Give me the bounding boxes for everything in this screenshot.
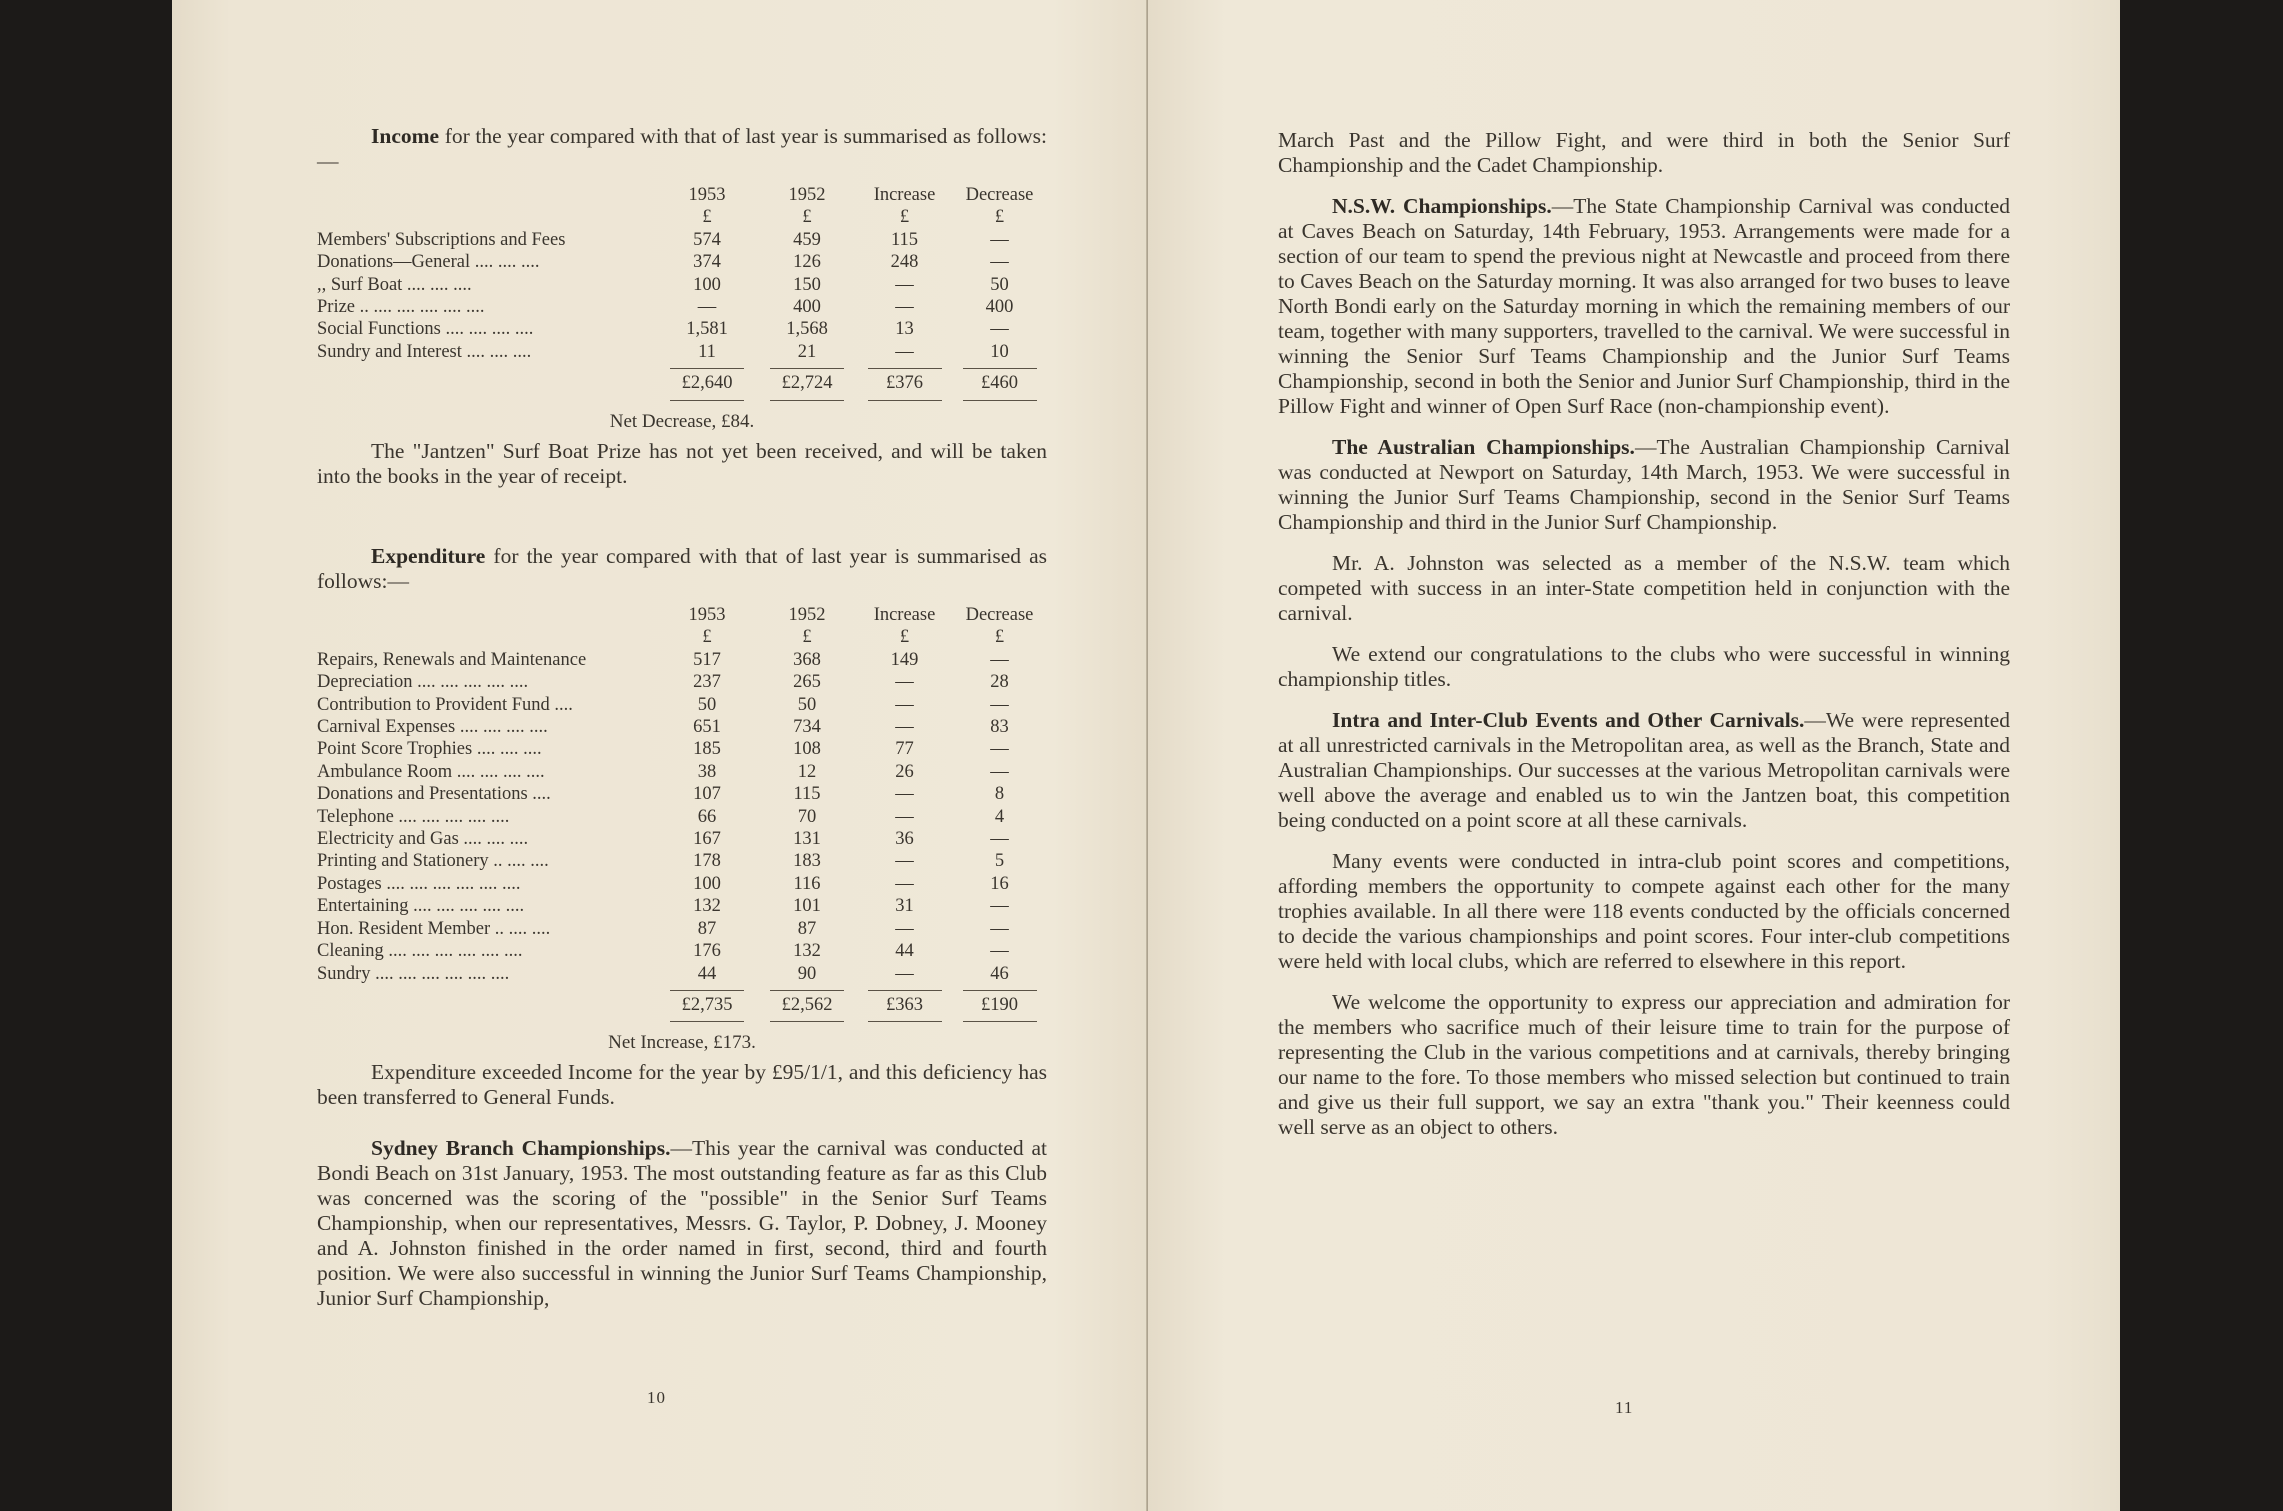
row-value: 248 — [890, 252, 919, 273]
row-value: 16 — [990, 873, 1009, 894]
row-value: — — [895, 341, 914, 362]
row-value: — — [895, 806, 914, 827]
nsw-text: —The State Championship Carnival was conducted at Caves Beach on Saturday, 14th February, 1953. Arrangements were made for a section of our team to spend the previous night at Newcastle and proceed from there to Caves Beach on the Saturday morning. It was also arranged for two buses to leave North Bondi early on the Saturday morning in which the remaining members of our team, together with many supporters, travelled to the carnival. We were successful in winning the Senior Surf Teams Championship and the Junior Surf Teams Championship, second in both the Senior and Junior Surf Championship, third in the Pillow Fight and winner of Open Surf Race (non-championship event). — [1278, 194, 2010, 418]
deficiency-note — [317, 1060, 1047, 1110]
intra-club-heading: Intra and Inter-Club Events and Other Carnivals. — [1332, 708, 1805, 732]
row-value: — — [895, 297, 914, 318]
australian-text: —The Australian Championship Carnival was conducted at Newport on Saturday, 14th March, 1953. We were successful in winning the Junior Surf Teams Championship, second in the Senior Surf Teams Championship and third in the Junior Surf Championship. — [1278, 435, 2010, 534]
intra-club-text: —We were represented at all unrestricted carnivals in the Metropolitan area, as well as the Branch, State and Australian Championships. Our successes at the various Metropolitan carnivals were well above the average and enabled us to win the Jantzen boat, this competition being conducted on a point score at all these carnivals. — [1278, 708, 2011, 832]
row-value: 1,568 — [786, 319, 828, 340]
row-value: 101 — [793, 896, 821, 917]
sydney-branch-paragraph — [317, 1136, 1047, 1311]
table-row — [317, 738, 1047, 760]
income-intro-text: for the year compared with that of last year is summarised as follows:— — [317, 124, 1047, 173]
johnston-text: Mr. A. Johnston was selected as a member of the N.S.W. team which competed with success in an inter-State competition held in conjunction with the carnival. — [1278, 551, 2010, 625]
expenditure-currency-row — [317, 626, 1047, 648]
row-value: — — [895, 851, 914, 872]
row-value: — — [990, 896, 1009, 917]
income-header-increase: Increase — [873, 185, 936, 205]
table-row — [317, 761, 1047, 783]
row-value: — — [990, 252, 1009, 273]
many-events-paragraph — [1278, 849, 2010, 974]
row-value: — — [895, 873, 914, 894]
income-net-decrease: Net Decrease, £84. — [609, 410, 755, 432]
row-value: 517 — [693, 649, 721, 670]
congratulations-text: We extend our congratulations to the clubs who were successful in winning championship titles. — [1278, 642, 2010, 691]
income-total-1952: £2,724 — [770, 368, 844, 400]
row-label: Social Functions .... .... .... .... — [317, 319, 534, 340]
sydney-branch-text: —This year the carnival was conducted at Bondi Beach on 31st January, 1953. The most outstanding feature as far as this Club was concerned was the scoring of the "possible" in the Senior Surf Teams Championship, when our representatives, Messrs. G. Taylor, P. Dobney, J. Mooney and A. Johnston finished in the order named in first, second, third and fourth position. We were also successful in winning the Junior Surf Teams Championship, Junior Surf Championship, — [317, 1136, 1047, 1311]
table-row — [317, 873, 1047, 895]
row-value: 44 — [895, 941, 914, 962]
row-value: 183 — [793, 851, 821, 872]
row-label: Sundry .... .... .... .... .... .... — [317, 963, 510, 984]
row-value: 77 — [895, 739, 914, 760]
row-value: 100 — [693, 274, 721, 295]
page-number-right: 11 — [1615, 1398, 1634, 1417]
table-row — [317, 296, 1047, 318]
table-row — [317, 806, 1047, 828]
row-value: 28 — [990, 672, 1009, 693]
congratulations-paragraph — [1278, 642, 2010, 692]
currency-symbol: £ — [802, 207, 812, 228]
row-label: Members' Subscriptions and Fees — [317, 229, 566, 250]
income-rows — [317, 229, 1047, 363]
row-value: 50 — [797, 694, 817, 715]
currency-symbol: £ — [994, 207, 1005, 228]
income-header-row — [317, 184, 1047, 206]
expenditure-table — [317, 604, 1047, 1022]
table-row — [317, 649, 1047, 671]
income-total-1953: £2,640 — [670, 368, 744, 400]
row-label: Ambulance Room .... .... .... .... — [317, 761, 545, 782]
income-section — [317, 124, 1047, 505]
table-row — [317, 783, 1047, 805]
row-value: 185 — [693, 739, 721, 760]
row-value: 651 — [693, 717, 721, 738]
table-row — [317, 318, 1047, 340]
income-intro — [317, 124, 1047, 174]
row-value: 4 — [994, 806, 1005, 827]
right-page — [1148, 0, 2120, 1511]
left-page — [172, 0, 1150, 1511]
expenditure-total-1952: £2,562 — [770, 990, 844, 1022]
row-value: 374 — [693, 252, 721, 273]
row-value: 176 — [693, 941, 721, 962]
expenditure-section — [317, 544, 1047, 1327]
row-value: — — [895, 717, 914, 738]
row-value: — — [990, 761, 1009, 782]
australian-paragraph — [1278, 435, 2010, 535]
income-total-decrease: £460 — [963, 368, 1037, 400]
table-row — [317, 850, 1047, 872]
row-value: 126 — [793, 252, 821, 273]
row-label: Donations and Presentations .... — [317, 784, 551, 805]
right-text-column — [1278, 128, 2010, 1156]
row-label: Telephone .... .... .... .... .... — [317, 806, 510, 827]
nsw-heading: N.S.W. Championships. — [1332, 194, 1552, 218]
row-label: Printing and Stationery .. .... .... — [317, 851, 549, 872]
expenditure-total-1953: £2,735 — [670, 990, 744, 1022]
expenditure-net-increase: Net Increase, £173. — [608, 1032, 756, 1054]
row-value: 1,581 — [686, 319, 728, 340]
row-value: 131 — [793, 829, 821, 850]
table-row — [317, 963, 1047, 985]
row-value: 87 — [697, 918, 717, 939]
row-value: — — [697, 297, 717, 318]
income-header-decrease: Decrease — [965, 185, 1034, 205]
continuation-paragraph: March Past and the Pillow Fight, and were third in both the Senior Surf Championship and the Cadet Championship. — [1278, 128, 2010, 177]
row-label: Entertaining .... .... .... .... .... — [317, 896, 525, 917]
jantzen-note — [317, 439, 1047, 489]
row-value: 31 — [895, 896, 914, 917]
row-value: — — [990, 941, 1009, 962]
expenditure-intro-lead: Expenditure — [371, 544, 486, 568]
row-value: 36 — [895, 829, 914, 850]
expenditure-total-increase: £363 — [868, 990, 942, 1022]
currency-symbol: £ — [702, 627, 712, 648]
row-value: — — [990, 829, 1009, 850]
row-value: 70 — [797, 806, 817, 827]
nsw-paragraph — [1278, 194, 2010, 419]
row-value: 21 — [797, 341, 817, 362]
income-header-1952: 1952 — [788, 185, 826, 205]
expenditure-header-1952: 1952 — [788, 605, 826, 625]
many-events-text: Many events were conducted in intra-club point scores and competitions, affording members the opportunity to compete against each other for the many trophies available. In all there were 118 events conducted by the officials concerned to decide the various championships and point scores. Four inter-club competitions were held with local clubs, which are referred to elsewhere in this report. — [1278, 849, 2010, 973]
currency-symbol: £ — [994, 627, 1005, 648]
row-value: 13 — [895, 319, 914, 340]
row-label: Point Score Trophies .... .... .... — [317, 739, 542, 760]
row-value: 100 — [693, 873, 721, 894]
row-value: 734 — [793, 717, 821, 738]
row-value: 44 — [697, 963, 717, 984]
row-value: 10 — [990, 341, 1009, 362]
row-value: 26 — [895, 761, 914, 782]
row-value: 83 — [990, 717, 1009, 738]
table-row — [317, 694, 1047, 716]
page-number-left: 10 — [647, 1388, 666, 1407]
currency-symbol: £ — [899, 207, 910, 228]
income-total-increase: £376 — [868, 368, 942, 400]
row-label: Depreciation .... .... .... .... .... — [317, 672, 529, 693]
row-value: — — [895, 694, 914, 715]
row-value: 574 — [693, 229, 721, 250]
income-currency-row — [317, 206, 1047, 228]
johnston-paragraph — [1278, 551, 2010, 626]
row-label: Sundry and Interest .... .... .... — [317, 341, 532, 362]
row-label: Postages .... .... .... .... .... .... — [317, 873, 521, 894]
expenditure-intro-text: for the year compared with that of last year is summarised as follows:— — [317, 544, 1048, 593]
row-value: — — [895, 784, 914, 805]
row-value: — — [990, 229, 1009, 250]
row-value: 90 — [797, 963, 817, 984]
row-value: 368 — [793, 649, 821, 670]
row-value: — — [990, 694, 1009, 715]
row-value: — — [990, 319, 1009, 340]
row-value: — — [990, 918, 1009, 939]
row-value: 400 — [985, 297, 1014, 318]
table-row — [317, 229, 1047, 251]
expenditure-header-decrease: Decrease — [965, 605, 1034, 625]
row-label: Contribution to Provident Fund .... — [317, 694, 573, 715]
row-value: 115 — [890, 229, 919, 250]
expenditure-header-row — [317, 604, 1047, 626]
row-value: 50 — [697, 694, 717, 715]
row-value: 108 — [793, 739, 821, 760]
currency-symbol: £ — [702, 207, 712, 228]
row-label: Cleaning .... .... .... .... .... .... — [317, 941, 523, 962]
row-value: 87 — [797, 918, 817, 939]
income-intro-lead: Income — [371, 124, 440, 148]
currency-symbol: £ — [802, 627, 812, 648]
row-value: — — [990, 739, 1009, 760]
table-row — [317, 341, 1047, 363]
sydney-branch-heading: Sydney Branch Championships. — [371, 1136, 671, 1161]
expenditure-rows — [317, 649, 1047, 985]
row-value: 11 — [698, 341, 716, 362]
table-row — [317, 918, 1047, 940]
row-value: 5 — [994, 851, 1005, 872]
row-value: 459 — [793, 229, 821, 250]
row-value: 107 — [693, 784, 721, 805]
row-label: Carnival Expenses .... .... .... .... — [317, 717, 548, 738]
row-value: 132 — [693, 896, 721, 917]
expenditure-header-increase: Increase — [873, 605, 936, 625]
row-value: 46 — [990, 963, 1009, 984]
row-label: Hon. Resident Member .. .... .... — [317, 918, 551, 939]
expenditure-total-decrease: £190 — [963, 990, 1037, 1022]
row-value: 167 — [693, 829, 721, 850]
welcome-paragraph — [1278, 990, 2010, 1140]
income-header-1953: 1953 — [688, 185, 726, 205]
table-row — [317, 716, 1047, 738]
income-totals-row — [317, 363, 1047, 400]
row-value: 8 — [994, 784, 1005, 805]
row-value: 132 — [793, 941, 821, 962]
row-value: 12 — [797, 761, 817, 782]
row-value: — — [895, 918, 914, 939]
row-value: 50 — [990, 274, 1009, 295]
deficiency-note-text: Expenditure exceeded Income for the year by £95/1/1, and this deficiency has been transferred to General Funds. — [317, 1060, 1047, 1110]
row-label: Electricity and Gas .... .... .... — [317, 829, 529, 850]
table-row — [317, 671, 1047, 693]
row-value: 149 — [890, 649, 919, 670]
income-table — [317, 184, 1047, 401]
australian-heading: The Australian Championships. — [1332, 435, 1635, 459]
table-row — [317, 274, 1047, 296]
intra-club-paragraph — [1278, 708, 2010, 833]
row-label: ,, Surf Boat .... .... .... — [317, 274, 472, 295]
row-label: Repairs, Renewals and Maintenance — [317, 649, 587, 670]
table-row — [317, 828, 1047, 850]
row-value: 237 — [693, 672, 721, 693]
row-value: — — [990, 649, 1009, 670]
row-value: 38 — [697, 761, 717, 782]
row-value: 178 — [693, 851, 721, 872]
row-value: 265 — [793, 672, 821, 693]
table-row — [317, 940, 1047, 962]
expenditure-totals-row — [317, 985, 1047, 1022]
row-value: — — [895, 274, 914, 295]
expenditure-header-1953: 1953 — [688, 605, 726, 625]
jantzen-note-text: The "Jantzen" Surf Boat Prize has not yet been received, and will be taken into the books in the year of receipt. — [317, 438, 1047, 488]
row-value: 400 — [793, 297, 821, 318]
row-value: 150 — [793, 274, 821, 295]
row-value: 115 — [793, 784, 821, 805]
row-value: 66 — [697, 806, 717, 827]
table-row — [317, 251, 1047, 273]
row-value: — — [895, 672, 914, 693]
row-value: 116 — [793, 873, 821, 894]
row-label: Donations—General .... .... .... — [317, 252, 540, 273]
expenditure-intro — [317, 544, 1047, 594]
currency-symbol: £ — [899, 627, 910, 648]
welcome-text: We welcome the opportunity to express our appreciation and admiration for the members who sacrifice much of their leisure time to train for the purpose of representing the Club in the various competitions and at carnivals, thereby bringing our name to the fore. To those members who missed selection but continued to train and give us their full support, we say an extra "thank you." Their keenness could well serve as an object to others. — [1278, 990, 2010, 1139]
table-row — [317, 895, 1047, 917]
row-value: — — [895, 963, 914, 984]
row-label: Prize .. .... .... .... .... .... — [317, 297, 485, 318]
